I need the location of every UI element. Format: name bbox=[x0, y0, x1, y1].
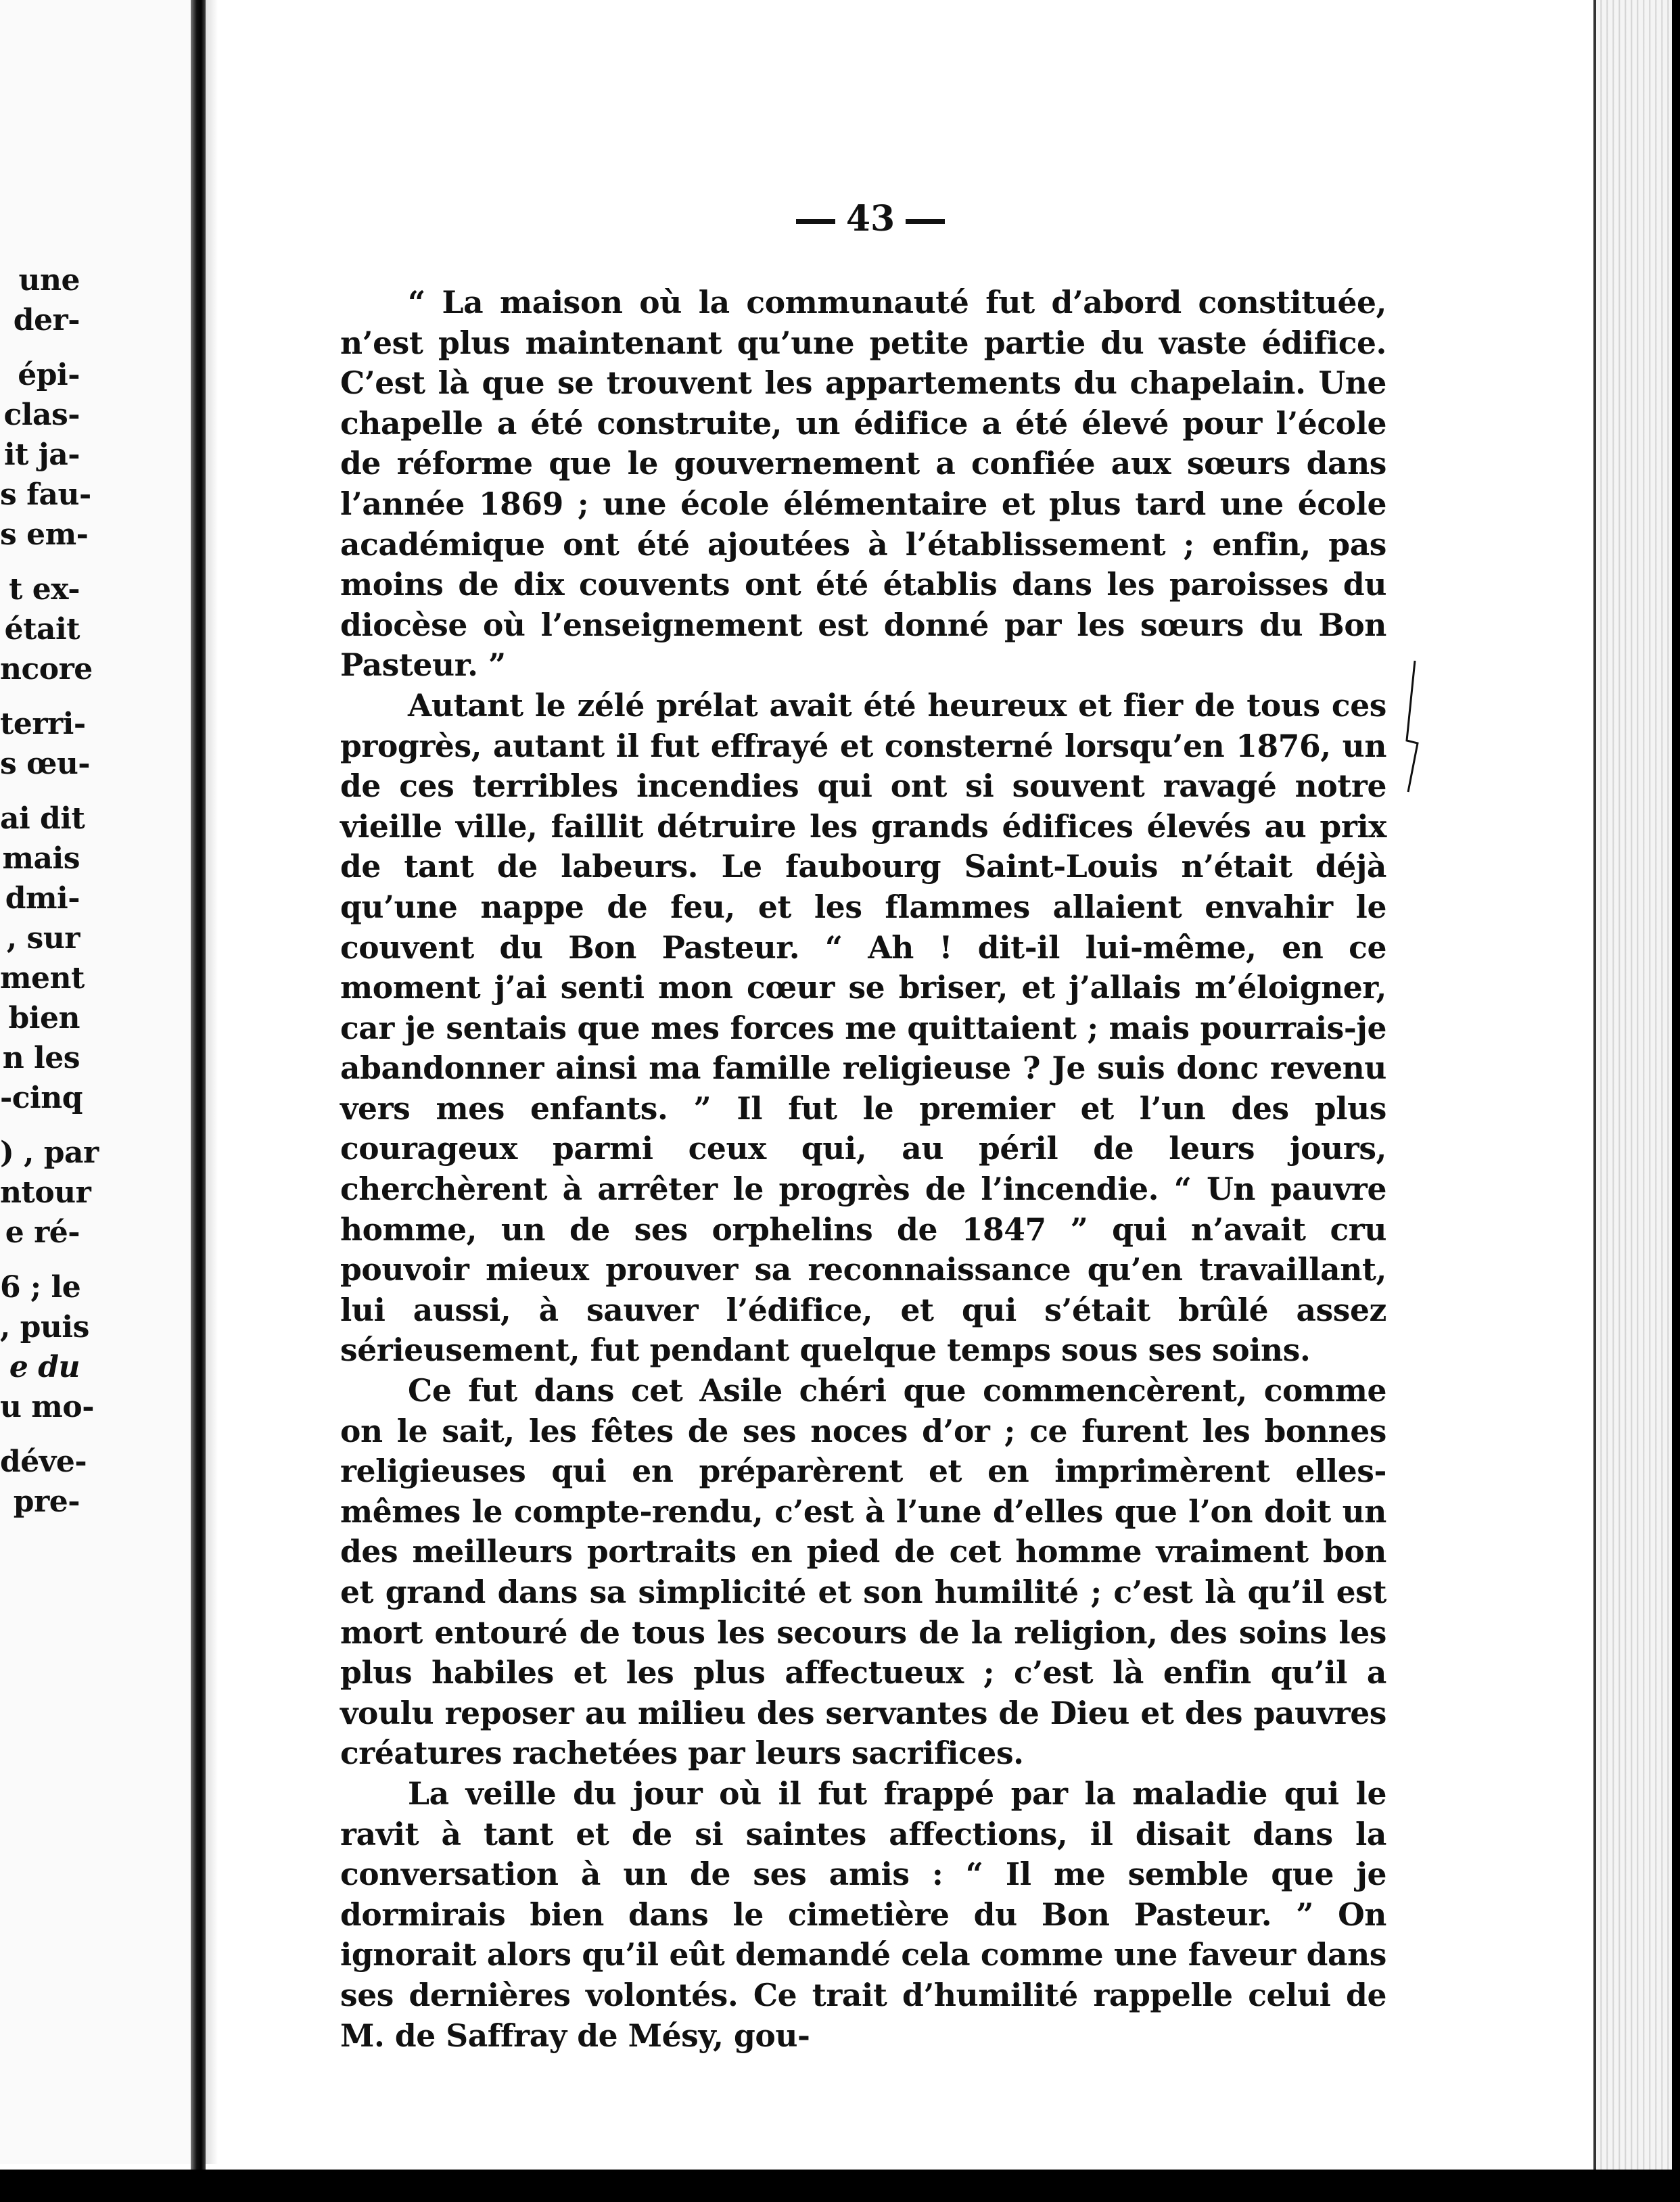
text-fragment: t ex- bbox=[9, 572, 80, 607]
scan-border-bottom bbox=[0, 2170, 1680, 2202]
text-fragment: s em- bbox=[0, 517, 89, 552]
text-fragment: s œu- bbox=[0, 747, 91, 781]
text-fragment: ) , par bbox=[0, 1135, 99, 1170]
text-fragment: bien bbox=[8, 1001, 80, 1035]
page-number bbox=[0, 199, 1680, 239]
page-stack-edge bbox=[1596, 0, 1680, 2170]
paragraph: “ La maison où la communauté fut d’abord constituée, n’est plus maintenant qu’une petite partie du vaste édifice. C’est là que se trouvent les appartements du chapelain. Une chapelle a été construite, un édifice a été élevé pour l’école de réforme que le gouvernement a confiée aux sœurs dans l’année 1869 ; une école élémentaire et plus tard une école académique ont été ajoutées à l’établissement ; enfin, pas moins de dix couvents ont été établis dans les paroisses du diocèse où l’enseignement est donné par les sœurs du Bon Pasteur. ” bbox=[340, 284, 1386, 684]
text-fragment: clas- bbox=[3, 398, 80, 432]
text-fragment: dmi- bbox=[5, 881, 80, 916]
text-fragment: , sur bbox=[6, 921, 80, 956]
text-fragment: déve- bbox=[0, 1445, 87, 1479]
margin-mark bbox=[1400, 659, 1420, 795]
scan-border-right bbox=[1672, 0, 1680, 2170]
paragraph: Ce fut dans cet Asile chéri que commencèrent, comme on le sait, les fêtes de ses noces d’or ; ce furent les bonnes religieuses qui en préparèrent et en imprimèrent elles-mêmes le compte-rendu, c’est à l’une d’elles que l’on doit un des meilleurs portraits en pied de cet homme vraiment bon et grand dans sa simplicité et son humilité ; c’est là qu’il est mort entouré de tous les secours de la religion, des soins les plus habiles et les plus affectueux ; c’est là enfin qu’il a voulu reposer au milieu des servantes de Dieu et des pauvres créatures rachetées par leurs sacrifices. bbox=[340, 1372, 1386, 1772]
text-fragment: it ja- bbox=[3, 438, 80, 472]
page-number-value: 43 bbox=[845, 198, 895, 239]
text-fragment: e ré- bbox=[5, 1215, 80, 1250]
text-fragment: terri- bbox=[0, 707, 86, 741]
text-fragment: 6 ; le bbox=[0, 1270, 81, 1305]
text-fragment: ment bbox=[0, 961, 85, 995]
dash-left bbox=[796, 219, 835, 224]
text-fragment: une bbox=[18, 263, 80, 298]
text-fragment: e du bbox=[9, 1350, 80, 1384]
text-fragment: u mo- bbox=[0, 1390, 94, 1424]
paragraph: La veille du jour où il fut frappé par la maladie qui le ravit à tant et de si saintes affections, il disait dans la conversation à un de ses amis : “ Il me semble que je dormirais bien dans le cimetière du Bon Pasteur. ” On ignorait alors qu’il eût demandé cela comme une faveur dans ses dernières volontés. Ce trait d’humilité rappelle celui de M. de Saffray de Mésy, gou- bbox=[340, 1775, 1386, 2054]
text-fragment: épi- bbox=[18, 358, 80, 392]
text-fragment: ntour bbox=[0, 1175, 91, 1210]
text-fragment: pre- bbox=[13, 1484, 80, 1519]
text-fragment: , puis bbox=[0, 1310, 89, 1344]
gutter bbox=[206, 0, 218, 2164]
text-fragment: mais bbox=[2, 841, 80, 876]
text-fragment: -cinq bbox=[0, 1081, 83, 1115]
text-fragment: était bbox=[4, 612, 80, 647]
binding-shadow bbox=[191, 0, 206, 2171]
text-fragment: n les bbox=[2, 1041, 80, 1075]
paragraph: Autant le zélé prélat avait été heureux et fier de tous ces progrès, autant il fut effrayé et consterné lorsqu’en 1876, un de ces terribles incendies qui ont si souvent ravagé notre vieille ville, faillit détruire les grands édifices élevés au prix de tant de labeurs. Le faubourg Saint-Louis n’était déjà qu’une nappe de feu, et les flammes allaient envahir le couvent du Bon Pasteur. “ Ah ! dit-il lui-même, en ce moment j’ai senti mon cœur se briser, et j’allais m’éloigner, car je sentais que mes forces me quittaient ; mais pourrais-je abandonner ainsi ma famille religieuse ? Je suis donc revenu vers mes enfants. ” Il fut le premier et l’un des plus courageux parmi ceux qui, au péril de leurs jours, cherchèrent à arrêter le progrès de l’incendie. “ Un pauvre homme, un de ses orphelins de 1847 ” qui n’avait cru pouvoir mieux prouver sa reconnaissance qu’en travaillant, lui aussi, à sauver l’édifice, et qui s’était brûlé assez sérieusement, fut pendant quelque temps sous ses soins. bbox=[340, 686, 1386, 1369]
page-body bbox=[340, 283, 1386, 2056]
facing-page-text bbox=[0, 260, 99, 1522]
text-fragment: s fau- bbox=[0, 477, 91, 512]
text-fragment: ai dit bbox=[0, 801, 85, 836]
text-fragment: ncore bbox=[0, 652, 93, 686]
dash-right bbox=[906, 219, 945, 224]
text-fragment: der- bbox=[13, 303, 80, 337]
